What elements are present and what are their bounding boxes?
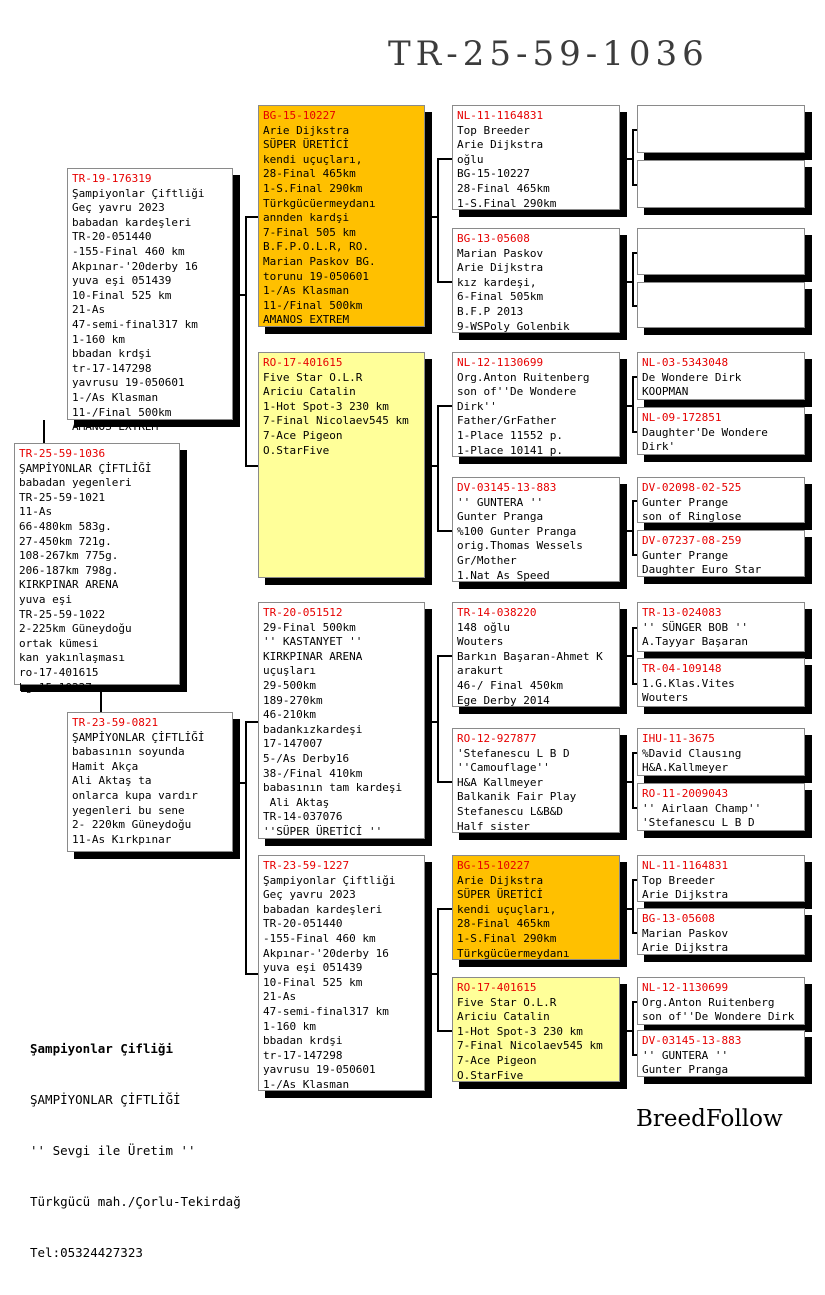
connector-line bbox=[437, 158, 439, 283]
ring-number: TR-25-59-1036 bbox=[19, 447, 106, 460]
pedigree-text-line: '' Airlaan Champ'' bbox=[642, 801, 762, 815]
pedigree-text-line: babasının tam kardeşi bbox=[263, 781, 403, 795]
loft-phone: Tel:05324427323 bbox=[30, 1245, 143, 1260]
pedigree-text-line: 17-147007 bbox=[263, 737, 323, 751]
pedigree-text-line: 9-WSPoly Golenbik bbox=[457, 319, 570, 333]
pedigree-text-line: 21-As bbox=[72, 303, 106, 317]
pedigree-text-line: Arie Dijkstra bbox=[457, 261, 544, 275]
pedigree-text-line: Father/GrFather bbox=[457, 414, 557, 428]
pedigree-text-line: Barkın Başaran-Ahmet K bbox=[457, 649, 603, 663]
loft-name-caps: ŞAMPİYONLAR ÇİFTLİĞİ bbox=[30, 1092, 181, 1107]
pedigree-text-line: Türkgücüermeydanı bbox=[457, 946, 570, 960]
ring-number: TR-04-109148 bbox=[642, 662, 722, 675]
ring-number: BG-13-05608 bbox=[642, 912, 715, 925]
ring-number: TR-13-024083 bbox=[642, 606, 722, 619]
connector-line bbox=[43, 420, 45, 443]
pedigree-text-line: tr-17-147298 bbox=[72, 361, 152, 375]
pedigree-text-line: '' SÜNGER BOB '' bbox=[642, 620, 748, 634]
pedigree-text-line: 10-Final 525 km bbox=[72, 288, 172, 302]
pedigree-text-line: yegenleri bu sene bbox=[72, 803, 185, 817]
ring-number: IHU-11-3675 bbox=[642, 732, 715, 745]
pedigree-text-line: Arie Dijkstra bbox=[263, 123, 350, 137]
ring-number: RO-17-401615 bbox=[457, 981, 537, 994]
connector-line bbox=[100, 685, 102, 712]
pedigree-box-e3[interactable] bbox=[637, 228, 805, 275]
pedigree-text-line: Marian Paskov BG. bbox=[263, 254, 376, 268]
connector-line bbox=[632, 376, 634, 433]
pedigree-text-line: 21-As bbox=[263, 990, 297, 1004]
pedigree-text-line: bbadan krdşi bbox=[263, 1034, 343, 1048]
pedigree-text-line: KIRKPINAR ARENA bbox=[19, 578, 119, 592]
pedigree-box-bg15_a[interactable] bbox=[258, 105, 425, 327]
pedigree-text-line: 11-/Final 500km bbox=[72, 405, 172, 419]
pedigree-text-line: 28-Final 465km bbox=[457, 181, 550, 195]
pedigree-text-line: KIRKPINAR ARENA bbox=[263, 649, 363, 663]
pedigree-text-line: son of Ringlose bbox=[642, 510, 742, 524]
pedigree-text-line: yuva eşi 051439 bbox=[72, 274, 172, 288]
pedigree-text-line: Gunter Prange bbox=[642, 495, 729, 509]
connector-line bbox=[632, 252, 637, 254]
connector-line bbox=[632, 807, 637, 809]
pedigree-text-line: Ali Aktaş bbox=[263, 795, 330, 809]
pedigree-text-line: Wouters bbox=[642, 691, 689, 705]
pedigree-box-dv07237[interactable] bbox=[637, 530, 805, 577]
pedigree-box-bg13_a[interactable] bbox=[452, 228, 620, 333]
pedigree-text-line: ortak kümesi bbox=[19, 636, 99, 650]
pedigree-text-line: 2- 220km Güneydoğu bbox=[72, 818, 192, 832]
connector-line bbox=[437, 1030, 452, 1032]
pedigree-box-ro11[interactable] bbox=[637, 783, 805, 831]
pedigree-text-line: Top Breeder bbox=[457, 123, 530, 137]
pedigree-text-line: 11-/Final 500km bbox=[263, 298, 363, 312]
pedigree-text-line: O.StarFive bbox=[457, 1068, 524, 1082]
connector-line bbox=[437, 405, 439, 532]
pedigree-text-line: O.StarFive bbox=[263, 443, 330, 457]
connector-line bbox=[245, 465, 258, 467]
pedigree-text-line: 189-270km bbox=[263, 693, 323, 707]
pedigree-text-line: 5-/As Derby16 bbox=[263, 751, 350, 765]
connector-line bbox=[437, 908, 439, 1032]
page-title: TR-25-59-1036 bbox=[388, 34, 709, 74]
pedigree-text-line: 1-S.Final 290km bbox=[457, 196, 557, 210]
pedigree-text-line: bbadan krdşi bbox=[72, 347, 152, 361]
pedigree-text-line: 27-450km 721g. bbox=[19, 534, 112, 548]
pedigree-box-dv031_b[interactable] bbox=[637, 1030, 805, 1077]
connector-line bbox=[632, 879, 637, 881]
ring-number: RO-12-927877 bbox=[457, 732, 537, 745]
connector-line bbox=[437, 158, 452, 160]
pedigree-box-nl09[interactable] bbox=[637, 407, 805, 455]
ring-number: BG-15-10227 bbox=[457, 859, 530, 872]
connector-line bbox=[632, 129, 637, 131]
connector-line bbox=[437, 281, 452, 283]
pedigree-text-line: ro-17-401615 bbox=[19, 665, 99, 679]
pedigree-text-line: Akpınar-'20derby 16 bbox=[72, 259, 198, 273]
pedigree-box-ro12[interactable] bbox=[452, 728, 620, 833]
ring-number: RO-11-2009043 bbox=[642, 787, 729, 800]
ring-number: TR-23-59-0821 bbox=[72, 716, 159, 729]
connector-line bbox=[437, 781, 452, 783]
pedigree-text-line: Gr/Mother bbox=[457, 553, 517, 567]
pedigree-text-line: 1-S.Final 290km bbox=[263, 181, 363, 195]
pedigree-text-line: Şampiyonlar Çiftliği bbox=[72, 186, 205, 200]
ring-number: TR-19-176319 bbox=[72, 172, 152, 185]
pedigree-text-line: Balkanik Fair Play bbox=[457, 790, 577, 804]
pedigree-text-line: yuva eşi 051439 bbox=[263, 961, 363, 975]
loft-address: Türkgücü mah./Çorlu-Tekirdağ bbox=[30, 1194, 241, 1209]
pedigree-text-line: KOOPMAN bbox=[642, 385, 689, 399]
pedigree-text-line: kendi uçuçları, bbox=[263, 152, 363, 166]
pedigree-text-line: 7-Ace Pigeon bbox=[263, 428, 343, 442]
pedigree-text-line: Arie Dijkstra bbox=[457, 873, 544, 887]
pedigree-box-nl12_b[interactable] bbox=[637, 977, 805, 1025]
connector-line bbox=[632, 305, 637, 307]
ring-number: DV-03145-13-883 bbox=[457, 481, 557, 494]
pedigree-box-ihu[interactable] bbox=[637, 728, 805, 776]
connector-line bbox=[437, 405, 452, 407]
connector-line bbox=[632, 1001, 634, 1056]
pedigree-text-line: De Wondere Dirk bbox=[642, 370, 742, 384]
pedigree-text-line: Ariciu Catalin bbox=[457, 1010, 550, 1024]
pedigree-text-line: Arie Dijkstra bbox=[642, 941, 729, 955]
pedigree-text-line: 1-160 km bbox=[72, 332, 125, 346]
ring-number: NL-12-1130699 bbox=[642, 981, 729, 994]
pedigree-text-line: torunu 19-050601 bbox=[263, 269, 369, 283]
pedigree-text-line: '' GUNTERA '' bbox=[457, 495, 544, 509]
pedigree-text-line: 2-225km Güneydoğu bbox=[19, 622, 132, 636]
pedigree-text-line: Akpınar-'20derby 16 bbox=[263, 946, 389, 960]
pedigree-text-line: B.F.P 2013 bbox=[457, 304, 524, 318]
pedigree-text-line: 1-Place 10141 p. bbox=[457, 443, 563, 457]
pedigree-box-bg15_b[interactable] bbox=[452, 855, 620, 960]
pedigree-text-line: 29-Final 500km bbox=[263, 620, 356, 634]
pedigree-box-dv02098[interactable] bbox=[637, 477, 805, 523]
pedigree-text-line: 1-Hot Spot-3 230 km bbox=[457, 1024, 583, 1038]
pedigree-text-line: AMANOS EXTREM bbox=[72, 420, 159, 434]
loft-info bbox=[30, 1006, 241, 1295]
pedigree-text-line: yavrusu 19-050601 bbox=[72, 376, 185, 390]
pedigree-text-line: Daughter'De Wondere bbox=[642, 425, 768, 439]
connector-line bbox=[437, 530, 452, 532]
connector-line bbox=[632, 932, 637, 934]
pedigree-text-line: 7-Ace Pigeon bbox=[457, 1053, 537, 1067]
pedigree-text-line: A.Tayyar Başaran bbox=[642, 635, 748, 649]
pedigree-text-line: annden kardşi bbox=[263, 211, 350, 225]
pedigree-text-line: Arie Dijkstra bbox=[642, 888, 729, 902]
pedigree-box-tr1227[interactable] bbox=[258, 855, 425, 1091]
connector-line bbox=[632, 554, 637, 556]
pedigree-box-e1[interactable] bbox=[637, 105, 805, 153]
pedigree-text-line: Dirk'' bbox=[457, 399, 497, 413]
connector-line bbox=[632, 376, 637, 378]
pedigree-box-tr20[interactable] bbox=[258, 602, 425, 839]
pedigree-text-line: '' KASTANYET '' bbox=[263, 635, 363, 649]
pedigree-text-line: '' GUNTERA '' bbox=[642, 1048, 729, 1062]
pedigree-text-line: kan yakınlaşması bbox=[19, 651, 125, 665]
pedigree-box-ro17_a[interactable] bbox=[258, 352, 425, 578]
pedigree-text-line: 1.Nat As Speed bbox=[457, 568, 550, 582]
pedigree-text-line: Geç yavru 2023 bbox=[263, 888, 356, 902]
pedigree-text-line: 10-Final 525 km bbox=[263, 975, 363, 989]
pedigree-text-line: Stefanescu L&B&D bbox=[457, 804, 563, 818]
connector-line bbox=[245, 216, 247, 467]
connector-line bbox=[632, 431, 637, 433]
pedigree-text-line: 148 oğlu bbox=[457, 620, 510, 634]
connector-line bbox=[632, 129, 634, 186]
pedigree-text-line: Şampiyonlar Çiftliği bbox=[263, 873, 396, 887]
pedigree-text-line: Five Star O.L.R bbox=[457, 995, 557, 1009]
ring-number: NL-12-1130699 bbox=[457, 356, 544, 369]
pedigree-text-line: TR-20-051440 bbox=[72, 230, 152, 244]
connector-line bbox=[632, 627, 637, 629]
pedigree-text-line: 1-/As Klasman bbox=[72, 390, 159, 404]
connector-line bbox=[632, 627, 634, 685]
pedigree-text-line: BG-15-10227 bbox=[457, 167, 530, 181]
connector-line bbox=[632, 252, 634, 307]
pedigree-text-line: B.F.P.O.L.R, RO. bbox=[263, 240, 369, 254]
pedigree-box-ro17_b[interactable] bbox=[452, 977, 620, 1082]
connector-line bbox=[632, 500, 634, 556]
pedigree-text-line: 7-Final 505 km bbox=[263, 225, 356, 239]
connector-line bbox=[632, 500, 637, 502]
pedigree-text-line: Gunter Pranga bbox=[642, 1063, 729, 1077]
pedigree-text-line: 38-/Final 410km bbox=[263, 766, 363, 780]
pedigree-text-line: Half sister bbox=[457, 819, 530, 833]
pedigree-text-line: TR-25-59-1022 bbox=[19, 607, 106, 621]
ring-number: DV-03145-13-883 bbox=[642, 1034, 742, 1047]
pedigree-box-tr19[interactable] bbox=[67, 168, 233, 434]
pedigree-box-subject[interactable] bbox=[14, 443, 180, 694]
connector-line bbox=[245, 721, 258, 723]
pedigree-text-line: son of''De Wondere bbox=[457, 385, 577, 399]
pedigree-box-tr14[interactable] bbox=[452, 602, 620, 707]
pedigree-box-nl03[interactable] bbox=[637, 352, 805, 400]
pedigree-text-line: Gunter Prange bbox=[642, 548, 729, 562]
pedigree-text-line: 47-semi-final317 km bbox=[72, 317, 198, 331]
connector-line bbox=[632, 1001, 637, 1003]
pedigree-text-line: TR-20-051440 bbox=[263, 917, 343, 931]
pedigree-text-line: Five Star O.L.R bbox=[263, 370, 363, 384]
pedigree-text-line: 47-semi-final317 km bbox=[263, 1004, 389, 1018]
pedigree-text-line: 206-187km 798g. bbox=[19, 563, 119, 577]
pedigree-text-line: Marian Paskov bbox=[457, 246, 544, 260]
pedigree-box-e2[interactable] bbox=[637, 160, 805, 208]
pedigree-text-line: AMANOS EXTREM bbox=[263, 313, 350, 327]
pedigree-text-line: babadan kardeşleri bbox=[72, 215, 192, 229]
pedigree-text-line: ŞAMPİYONLAR ÇİFTLİĞİ bbox=[19, 461, 152, 475]
pedigree-box-dv031_a[interactable] bbox=[452, 477, 620, 582]
pedigree-text-line: %100 Gunter Pranga bbox=[457, 524, 577, 538]
pedigree-text-line: uçuşları bbox=[263, 664, 316, 678]
pedigree-text-line: yuva eşi bbox=[19, 592, 72, 606]
ring-number: NL-11-1164831 bbox=[642, 859, 729, 872]
pedigree-box-bg13_b[interactable] bbox=[637, 908, 805, 955]
pedigree-text-line: Org.Anton Ruitenberg bbox=[642, 995, 775, 1009]
ring-number: BG-15-10227 bbox=[263, 109, 336, 122]
pedigree-text-line: 1-S.Final 290km bbox=[457, 931, 557, 945]
connector-line bbox=[632, 184, 637, 186]
pedigree-text-line: Hamit Akça bbox=[72, 759, 139, 773]
pedigree-text-line: 1-/As Klasman bbox=[263, 1077, 350, 1091]
breedfollow-logo: BreedFollow bbox=[636, 1106, 783, 1132]
pedigree-text-line: arakurt bbox=[457, 664, 504, 678]
pedigree-text-line: son of''De Wondere Dirk bbox=[642, 1010, 795, 1024]
connector-line bbox=[632, 879, 634, 934]
pedigree-box-tr0821[interactable] bbox=[67, 712, 233, 852]
ring-number: TR-20-051512 bbox=[263, 606, 343, 619]
pedigree-text-line: 7-Final Nicolaev545 km bbox=[457, 1039, 603, 1053]
pedigree-text-line: SÜPER ÜRETİCİ bbox=[457, 888, 544, 902]
pedigree-text-line: H&A.Kallmeyer bbox=[642, 761, 729, 775]
pedigree-text-line: Dirk' bbox=[642, 440, 676, 454]
pedigree-box-nl12_a[interactable] bbox=[452, 352, 620, 457]
pedigree-text-line: 46-210km bbox=[263, 708, 316, 722]
pedigree-text-line: ''Camouflage'' bbox=[457, 761, 550, 775]
pedigree-text-line: TR-25-59-1021 bbox=[19, 490, 106, 504]
pedigree-text-line: Top Breeder bbox=[642, 873, 715, 887]
connector-line bbox=[632, 752, 637, 754]
loft-name: Şampiyonlar Çifliği bbox=[30, 1041, 173, 1056]
pedigree-text-line: babasının soyunda bbox=[72, 745, 185, 759]
pedigree-text-line: H&A Kallmeyer bbox=[457, 775, 544, 789]
pedigree-text-line: TR-14-037076 bbox=[263, 810, 343, 824]
pedigree-text-line: 7-Final Nicolaev545 km bbox=[263, 414, 409, 428]
connector-line bbox=[437, 655, 439, 783]
pedigree-text-line: %David Clausıng bbox=[642, 746, 742, 760]
connector-line bbox=[245, 216, 258, 218]
connector-line bbox=[437, 655, 452, 657]
pedigree-text-line: 1-/As Klasman bbox=[263, 284, 350, 298]
pedigree-text-line: 29-500km bbox=[263, 678, 316, 692]
pedigree-text-line: Org.Anton Ruitenberg bbox=[457, 370, 590, 384]
pedigree-text-line: 46-/ Final 450km bbox=[457, 678, 563, 692]
pedigree-box-tr04[interactable] bbox=[637, 658, 805, 707]
pedigree-text-line: bg-15-10227 bbox=[19, 680, 92, 694]
pedigree-text-line: Gunter Pranga bbox=[457, 510, 544, 524]
pedigree-text-line: oğlu bbox=[457, 152, 484, 166]
ring-number: TR-14-038220 bbox=[457, 606, 537, 619]
pedigree-text-line: Ariciu Catalin bbox=[263, 385, 356, 399]
ring-number: BG-13-05608 bbox=[457, 232, 530, 245]
pedigree-text-line: 28-Final 465km bbox=[263, 167, 356, 181]
pedigree-text-line: Wouters bbox=[457, 635, 504, 649]
pedigree-text-line: Daughter Euro Star bbox=[642, 563, 762, 577]
pedigree-text-line: ŞAMPİYONLAR ÇİFTLİĞİ bbox=[72, 730, 205, 744]
pedigree-box-nl11_b[interactable] bbox=[637, 855, 805, 902]
ring-number: NL-09-172851 bbox=[642, 411, 722, 424]
pedigree-text-line: Marian Paskov bbox=[642, 926, 729, 940]
pedigree-text-line: onlarca kupa vardır bbox=[72, 788, 198, 802]
loft-motto: '' Sevgi ile Üretim '' bbox=[30, 1143, 196, 1158]
pedigree-box-e4[interactable] bbox=[637, 282, 805, 328]
pedigree-text-line: 66-480km 583g. bbox=[19, 519, 112, 533]
pedigree-text-line: Türkgücüermeydanı bbox=[263, 196, 376, 210]
pedigree-text-line: 6-Final 505km bbox=[457, 290, 544, 304]
pedigree-text-line: Geç yavru 2023 bbox=[72, 201, 165, 215]
connector-line bbox=[245, 721, 247, 975]
pedigree-box-tr13[interactable] bbox=[637, 602, 805, 652]
pedigree-text-line: 1-Place 11552 p. bbox=[457, 428, 563, 442]
pedigree-text-line: Ali Aktaş ta bbox=[72, 774, 152, 788]
connector-line bbox=[245, 973, 258, 975]
pedigree-text-line: 11-As Kırkpınar bbox=[72, 832, 172, 846]
pedigree-text-line: ''SÜPER ÜRETİCİ '' bbox=[263, 824, 383, 838]
pedigree-text-line: 108-267km 775g. bbox=[19, 549, 119, 563]
ring-number: DV-02098-02-525 bbox=[642, 481, 742, 494]
pedigree-text-line: badankızkardeşi bbox=[263, 722, 363, 736]
pedigree-text-line: Arie Dijkstra bbox=[457, 138, 544, 152]
pedigree-text-line: -155-Final 460 km bbox=[72, 244, 185, 258]
ring-number: NL-03-5343048 bbox=[642, 356, 729, 369]
pedigree-text-line: -155-Final 460 km bbox=[263, 931, 376, 945]
connector-line bbox=[437, 908, 452, 910]
ring-number: RO-17-401615 bbox=[263, 356, 343, 369]
pedigree-text-line: 11-As bbox=[19, 505, 53, 519]
pedigree-text-line: orig.Thomas Wessels bbox=[457, 539, 583, 553]
pedigree-text-line: 'Stefanescu L B D bbox=[457, 746, 570, 760]
pedigree-text-line: 1.G.Klas.Vites bbox=[642, 676, 735, 690]
pedigree-text-line: Ege Derby 2014 bbox=[457, 693, 550, 707]
connector-line bbox=[632, 752, 634, 809]
pedigree-text-line: 1-160 km bbox=[263, 1019, 316, 1033]
pedigree-text-line: babadan yegenleri bbox=[19, 476, 132, 490]
pedigree-text-line: tr-17-147298 bbox=[263, 1048, 343, 1062]
connector-line bbox=[632, 683, 637, 685]
pedigree-text-line: kendi uçuçları, bbox=[457, 902, 557, 916]
pedigree-text-line: kız kardeşi, bbox=[457, 275, 537, 289]
pedigree-text-line: 28-Final 465km bbox=[457, 917, 550, 931]
ring-number: NL-11-1164831 bbox=[457, 109, 544, 122]
ring-number: DV-07237-08-259 bbox=[642, 534, 742, 547]
pedigree-text-line: 1-Hot Spot-3 230 km bbox=[263, 399, 389, 413]
pedigree-text-line: yavrusu 19-050601 bbox=[263, 1063, 376, 1077]
connector-line bbox=[632, 1054, 637, 1056]
pedigree-text-line: 'Stefanescu L B D bbox=[642, 816, 755, 830]
pedigree-text-line: SÜPER ÜRETİCİ bbox=[263, 138, 350, 152]
pedigree-text-line: babadan kardeşleri bbox=[263, 902, 383, 916]
ring-number: TR-23-59-1227 bbox=[263, 859, 350, 872]
pedigree-box-nl11_a[interactable] bbox=[452, 105, 620, 210]
